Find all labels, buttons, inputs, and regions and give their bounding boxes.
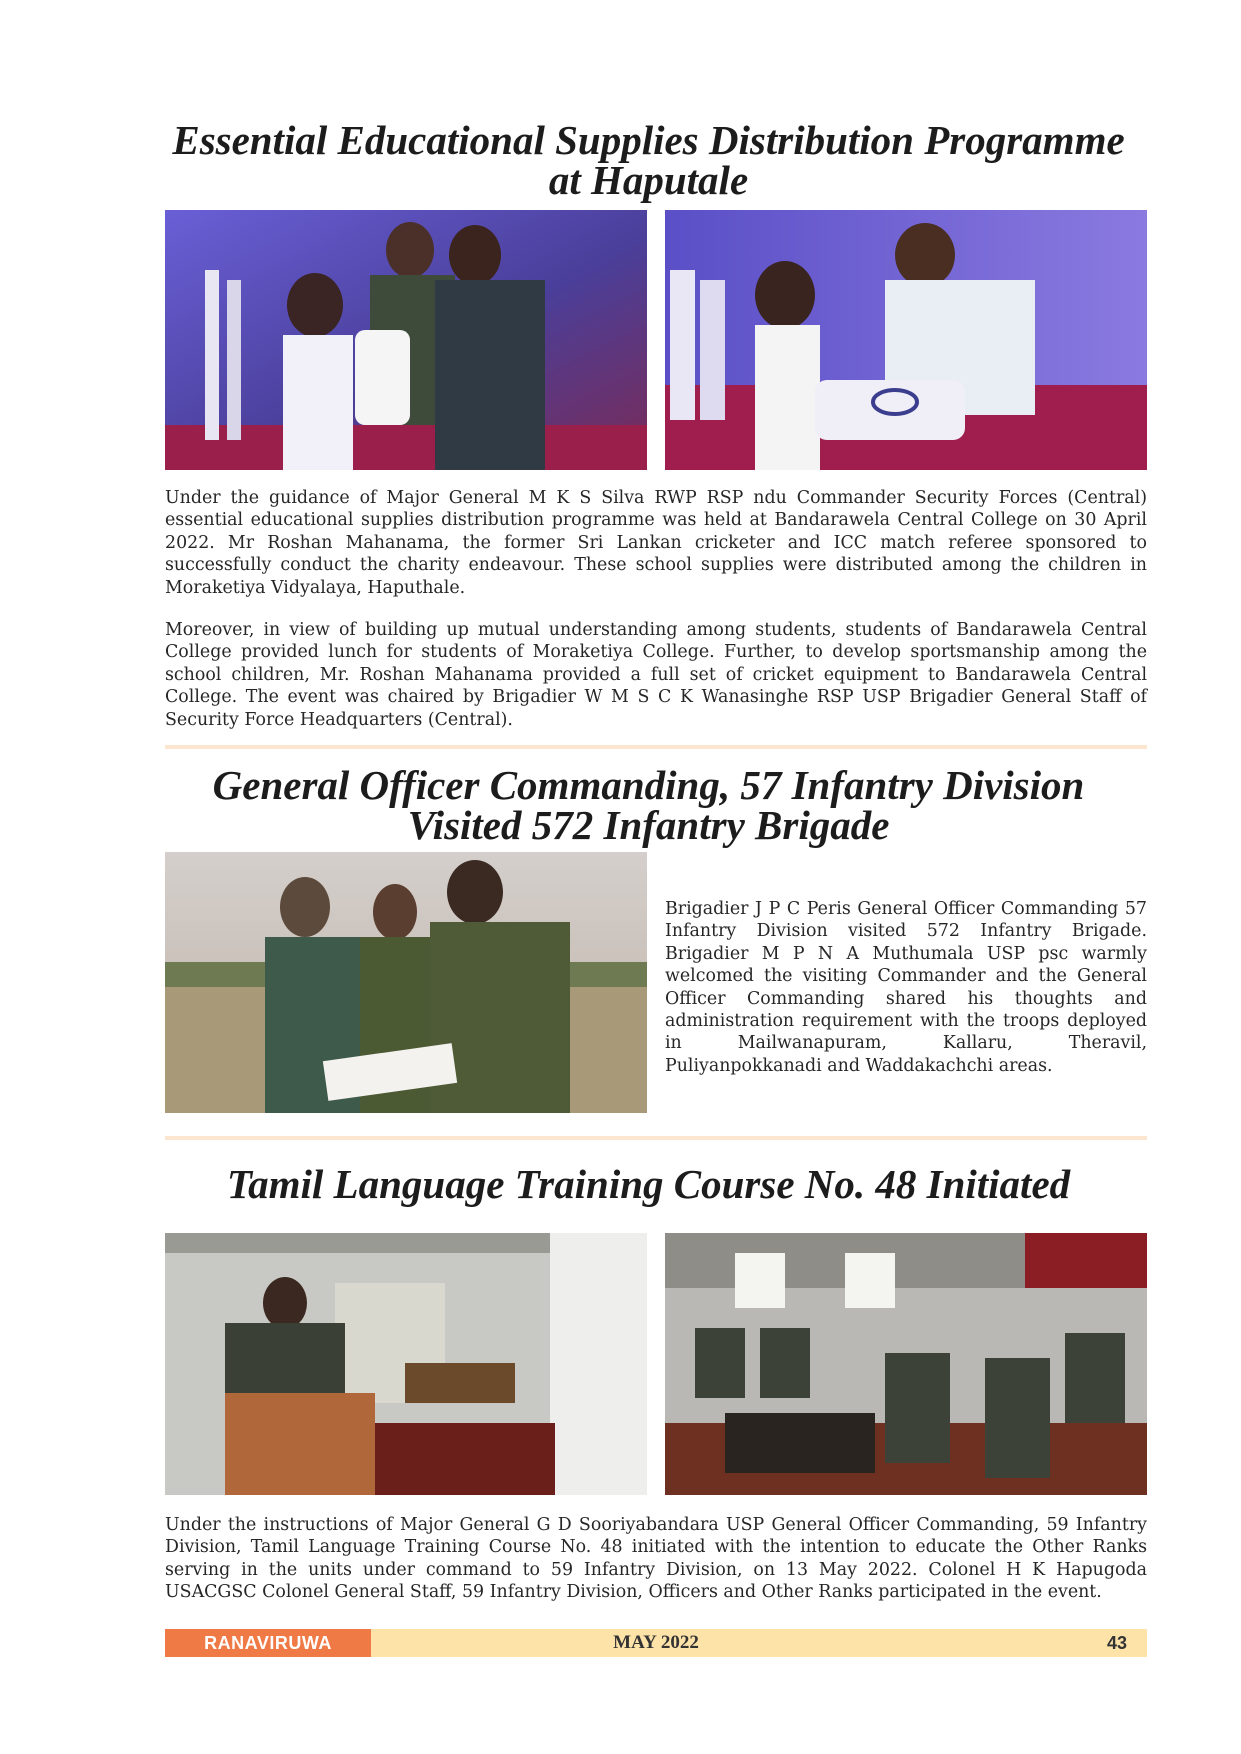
photo-officer-at-podium — [165, 1233, 647, 1495]
article-1-title-line2: at Haputale — [548, 157, 749, 203]
photo-classroom-trainees — [665, 1233, 1147, 1495]
photo-officers-in-field — [165, 852, 647, 1113]
article-1-title — [150, 117, 1147, 203]
article-2-title-line1: General Officer Commanding, 57 Infantry Division — [212, 762, 1085, 808]
article-1-paragraph-1: Under the guidance of Major General M K S Silva RWP RSP ndu Commander Security Forces (Central) essential educational supplies distribution programme was held at Bandarawela Central College on 30 April 2022. Mr Roshan Mahanama, the former Sri Lankan cricketer and ICC match referee sponsored to successfully conduct the charity endeavour. These school supplies were distributed among the children in Moraketiya Vidyalaya, Haputhale. — [165, 488, 1147, 598]
section-divider — [165, 745, 1147, 749]
article-2-title — [150, 762, 1147, 848]
article-1-title-line1: Essential Educational Supplies Distribution Programme — [172, 117, 1125, 163]
page-footer — [165, 1629, 1147, 1657]
article-2-title-line2: Visited 572 Infantry Brigade — [407, 802, 890, 848]
photo-student-receiving-supplies-from-officers — [165, 210, 647, 470]
article-1-paragraph-2: Moreover, in view of building up mutual understanding among students, students of Bandarawela Central College provided lunch for students of Moraketiya College. Further, to develop sportsmanship among the school children, Mr. Roshan Mahanama provided a full set of cricket equipment to Bandarawela Central College. The event was chaired by Brigadier W M S C K Wanasinghe RSP USP Brigadier General Staff of Security Force Headquarters (Central). — [165, 620, 1147, 730]
article-3-title — [150, 1161, 1147, 1207]
footer-issue-date: MAY 2022 — [613, 1632, 699, 1653]
photo-child-receiving-bag — [665, 210, 1147, 470]
article-3-title-line1: Tamil Language Training Course No. 48 Initiated — [226, 1161, 1071, 1207]
footer-page-number: 43 — [1106, 1633, 1127, 1653]
section-divider — [165, 1136, 1147, 1140]
article-2-paragraph-1: Brigadier J P C Peris General Officer Commanding 57 Infantry Division visited 572 Infantry Brigade. Brigadier M P N A Muthumala USP psc warmly welcomed the visiting Commander and the General Officer Commanding shared his thoughts and administration requirement with the troops deployed in Mailwanapuram, Kallaru, Theravil, Puliyanpokkanadi and Waddakachchi areas. — [665, 899, 1147, 1076]
footer-magazine-name: RANAVIRUWA — [165, 1629, 371, 1657]
article-3-paragraph-1: Under the instructions of Major General G D Sooriyabandara USP General Officer Commanding, 59 Infantry Division, Tamil Language Training Course No. 48 initiated with the intention to educate the Other Ranks serving in the units under command to 59 Infantry Division, on 13 May 2022. Colonel H K Hapugoda USACGSC Colonel General Staff, 59 Infantry Division, Officers and Other Ranks participated in the event. — [165, 1515, 1147, 1603]
